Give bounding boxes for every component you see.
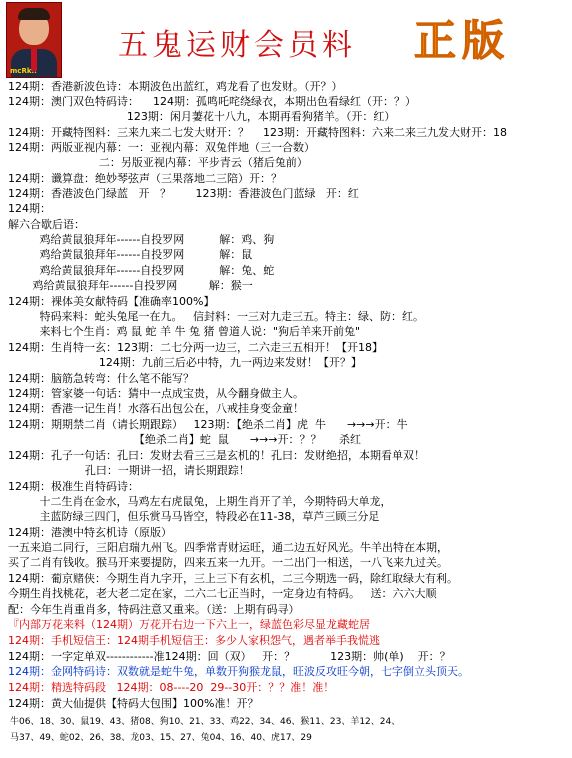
- photo-hair: [18, 8, 50, 20]
- line-31: 买了二肖有钱收。猴马开来要提防，四来五来一九开。一二出门一相送，一八飞来九过关。: [8, 556, 448, 569]
- line-25: 孔曰：一期讲一招，请长期跟踪！: [8, 464, 250, 477]
- line-32: 124期：葡京赌侠：今期生肖九字开，三上三下有玄机，二三今期选一码，除红取绿大有利。: [8, 572, 458, 585]
- photo-tag: mcRk..: [10, 67, 37, 75]
- line-12: 鸡给黄鼠狼拜年------自投罗网 解：兔、蛇: [8, 264, 275, 277]
- line-18: 124期：九前三后必中特，九一两边来发财！【开？】: [8, 356, 362, 369]
- line-28: 主蓝防绿三四门，但乐赏马马皆空，特段必在11-38，草芦三顾三分足: [8, 510, 380, 523]
- line-15: 特码来料：蛇头兔尾一在九。 信封料：一三对九走三五。特主：绿、防：红。: [8, 310, 424, 323]
- line-26: 124期：极准生肖特码诗：: [8, 480, 139, 493]
- line-11: 鸡给黄鼠狼拜年------自投罗网 解：鼠: [8, 248, 253, 261]
- line-10: 鸡给黄鼠狼拜年------自投罗网 解：鸡、狗: [8, 233, 275, 246]
- line-39: 124期：精选特码段 124期：08----20 29--30开：？？准！准！: [8, 681, 335, 694]
- line-36: 124期：手机短信王：124期手机短信王：多少人家积怨气，遇者举手我慌逃: [8, 634, 380, 647]
- line-14: 124期：裸体美女献特码【准确率100%】: [8, 295, 215, 308]
- line-24: 124期：孔子一句话：孔曰：发财去看三三是玄机的！孔曰：发财绝招，本期看单双！: [8, 449, 425, 462]
- author-photo: [6, 2, 62, 78]
- line-7: 124期：香港波色门绿蓝 开 ？ 123期：香港波色门蓝绿 开：红: [8, 187, 359, 200]
- genuine-badge: 正版: [414, 16, 511, 65]
- line-5: 二：另版亚视内幕：平步青云（猪后兔前）: [8, 156, 308, 169]
- line-20: 124期：管家婆一句话：猜中一点成宝贵，从今翻身做主人。: [8, 387, 304, 400]
- line-23: 【绝杀二肖】蛇 鼠 →→→开：？？ 杀红: [8, 433, 361, 446]
- line-21: 124期：香港一记生肖！水落石出包公在，八戒挂身变金童！: [8, 402, 304, 415]
- line-17: 124期：生肖特一玄：123期：二七分两一边三，二六走三五相开！【开18】: [8, 341, 383, 354]
- footer-line-0: 牛06、18、30、鼠19、43、猪08、狗10、21、33、鸡22、34、46、猴11、23、羊12、24、: [10, 717, 401, 727]
- line-27: 十二生肖在金水，马鸡左右虎鼠兔，上期生肖开了羊，今期特码大单龙，: [8, 495, 392, 508]
- line-1: 124期：澳门双色特码诗： 124期：孤鸣吒咤绕绿衣，本期出色看绿红（开：？）: [8, 95, 416, 108]
- line-0: 124期：香港新波色诗：本期波色出蓝红，鸡龙看了也发财。（开？）: [8, 80, 343, 93]
- line-8: 124期：: [8, 202, 51, 215]
- line-30: 一五来追二同行，三阳启瑞九州飞。四季常青财运旺，通二边五好风光。牛羊出特在本期，: [8, 541, 448, 554]
- line-16: 来料七个生肖：鸡 鼠 蛇 羊 牛 兔 猪 曾道人说："狗后羊来开前兔": [8, 325, 361, 338]
- line-29: 124期：港澳中特玄机诗（原版）: [8, 526, 172, 539]
- line-35: 『内部万花来料（124期）万花开右边一下六上一，绿蓝色彩尽显龙藏蛇居: [8, 618, 370, 631]
- page-title: 五鬼运财会员料: [118, 28, 356, 63]
- line-2: 123期：闲月萋花十八九，本期再看狗猪羊。（开：红）: [8, 110, 396, 123]
- line-33: 今期生肖找桃花，老大老二定在家，二六二七正当时，一定身边有特码。 送：六六大顺: [8, 587, 437, 600]
- line-19: 124期：脑筋急转弯：什么笔不能写？: [8, 372, 194, 385]
- line-6: 124期：谶算盘：绝妙琴弦声（三果落地二三陪）开：？: [8, 172, 282, 185]
- line-22: 124期：期期禁二肖（请长期跟踪） 123期：【绝杀二肖】虎 牛 →→→开：牛: [8, 418, 408, 431]
- line-4: 124期：两版亚视内幕：一：亚视内幕：双兔伴地（三一合数）: [8, 141, 315, 154]
- line-13: 鸡给黄鼠狼拜年------自投罗网 解：猴一: [8, 279, 253, 292]
- line-37: 124期：一字定单双------------准124期：回（双） 开：？ 123期：帅(单) 开：？: [8, 650, 451, 663]
- line-34: 配：今年生肖重肖多，特码注意又重来。（送：上期有码寻）: [8, 603, 300, 616]
- line-40: 124期：黄大仙提供【特码大包围】100%准！开？: [8, 697, 259, 710]
- footer-line-1: 马37、49、蛇02、26、38、龙03、15、27、兔04、16、40、虎17、29: [10, 733, 312, 743]
- line-3: 124期：开藏特图料：三来九来二七发大财开：？ 123期：开藏特图料：六来二来三九发大财开：18: [8, 126, 507, 139]
- line-38: 124期：金网特码诗：双数就是蛇牛兔，单数开狗猴龙鼠，旺波反攻旺今朝，七字倒立头顶天。: [8, 665, 469, 678]
- line-9: 解六合歇后语：: [8, 218, 85, 231]
- page-header: [0, 0, 572, 82]
